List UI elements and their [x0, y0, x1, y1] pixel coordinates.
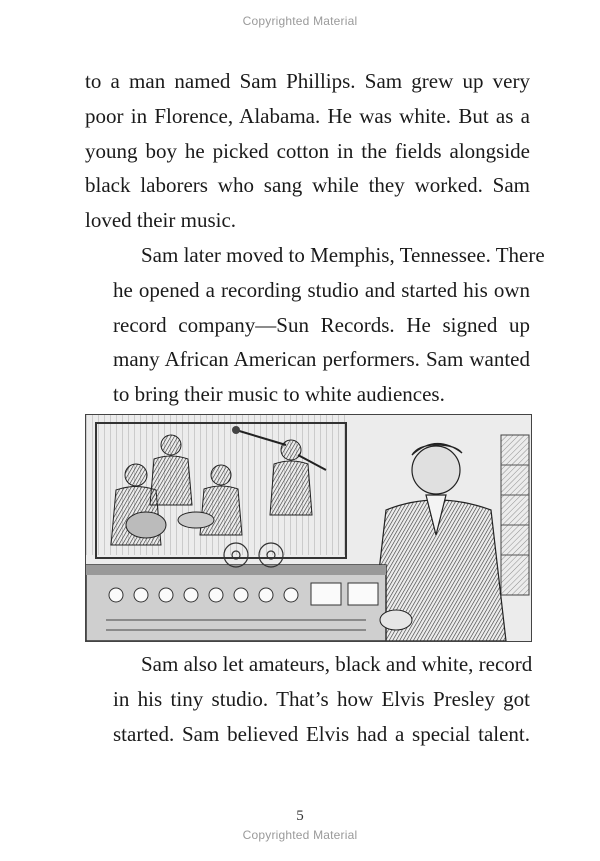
text-line: he opened a recording studio and started his own — [113, 277, 530, 302]
copyright-watermark-bottom: Copyrighted Material — [242, 828, 358, 842]
paragraph-1 — [85, 64, 530, 238]
studio-sketch — [86, 415, 531, 641]
paragraph-2 — [85, 238, 545, 412]
text-line: poor in Florence, Alabama. He was white. But as a — [85, 103, 530, 128]
text-line: to bring their music to white audiences. — [113, 382, 445, 407]
text-line: loved their music. — [85, 208, 237, 233]
paragraph-3 — [85, 647, 533, 751]
text-line: Sam also let amateurs, black and white, record — [141, 652, 533, 676]
text-line: black laborers who sang while they worked. Sam — [85, 173, 530, 198]
text-line: Sam later moved to Memphis, Tennessee. There — [141, 242, 545, 267]
text-line: record company—Sun Records. He signed up — [113, 312, 530, 337]
page-number: 5 — [296, 808, 304, 824]
text-line: young boy he picked cotton in the fields alongside — [85, 138, 530, 163]
text-line: started. Sam believed Elvis had a special talent. — [113, 721, 530, 746]
body-text-top — [85, 64, 545, 412]
copyright-watermark-top: Copyrighted Material — [242, 14, 358, 28]
text-line: in his tiny studio. That’s how Elvis Presley got — [113, 686, 530, 711]
recording-studio-illustration — [85, 414, 532, 642]
body-text-bottom — [85, 647, 533, 751]
text-line: many African American performers. Sam wanted — [113, 347, 530, 372]
text-line: to a man named Sam Phillips. Sam grew up very — [85, 69, 530, 93]
